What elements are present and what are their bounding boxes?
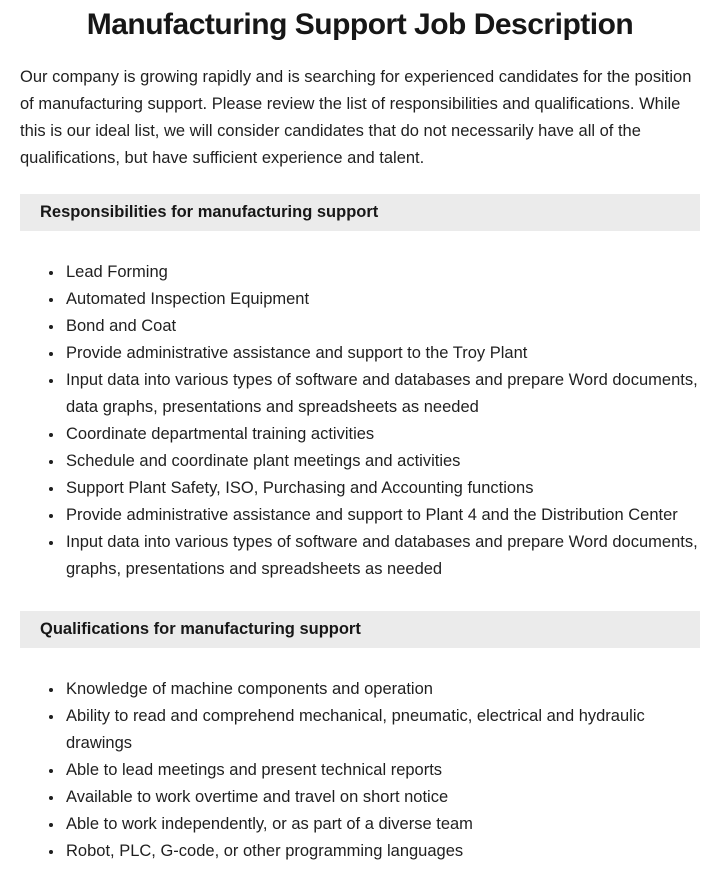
list-item: • Coordinate departmental training activities xyxy=(64,421,700,448)
responsibilities-section xyxy=(20,194,700,583)
list-item: • Able to work independently, or as part of a diverse team xyxy=(64,811,700,838)
list-item: • Bond and Coat xyxy=(64,313,700,340)
list-item: • Provide administrative assistance and support to the Troy Plant xyxy=(64,340,700,367)
list-item: • Provide administrative assistance and support to Plant 4 and the Distribution Center xyxy=(64,502,700,529)
responsibilities-section-header xyxy=(20,194,700,231)
list-item: • Knowledge of machine components and operation xyxy=(64,676,700,703)
qualifications-section-title: Qualifications for manufacturing support xyxy=(40,620,361,638)
qualifications-section-header xyxy=(20,611,700,648)
list-item: • Able to lead meetings and present technical reports xyxy=(64,757,700,784)
list-item: • Available to work overtime and travel on short notice xyxy=(64,784,700,811)
responsibilities-section-title: Responsibilities for manufacturing support xyxy=(40,203,379,221)
responsibilities-list xyxy=(20,259,700,583)
list-item: • Input data into various types of software and databases and prepare Word documents, graphs, presentations and spreadsheets as needed xyxy=(64,529,700,583)
intro-paragraph: Our company is growing rapidly and is searching for experienced candidates for the position of manufacturing support. Please review the list of responsibilities and qualifications. While this is our ideal list, we will consider candidates that do not necessarily have all of the qualifications, but have sufficient experience and talent. xyxy=(20,68,692,167)
list-item: • Automated Inspection Equipment xyxy=(64,286,700,313)
qualifications-section xyxy=(20,611,700,865)
list-item: • Ability to read and comprehend mechanical, pneumatic, electrical and hydraulic drawings xyxy=(64,703,700,757)
list-item: • Schedule and coordinate plant meetings and activities xyxy=(64,448,700,475)
list-item: • Support Plant Safety, ISO, Purchasing and Accounting functions xyxy=(64,475,700,502)
list-item: • Lead Forming xyxy=(64,259,700,286)
page-title: Manufacturing Support Job Description xyxy=(86,8,634,41)
list-item: • Input data into various types of software and databases and prepare Word documents, data graphs, presentations and spreadsheets as needed xyxy=(64,367,700,421)
list-item: • Robot, PLC, G-code, or other programming languages xyxy=(64,838,700,865)
qualifications-list xyxy=(20,676,700,865)
